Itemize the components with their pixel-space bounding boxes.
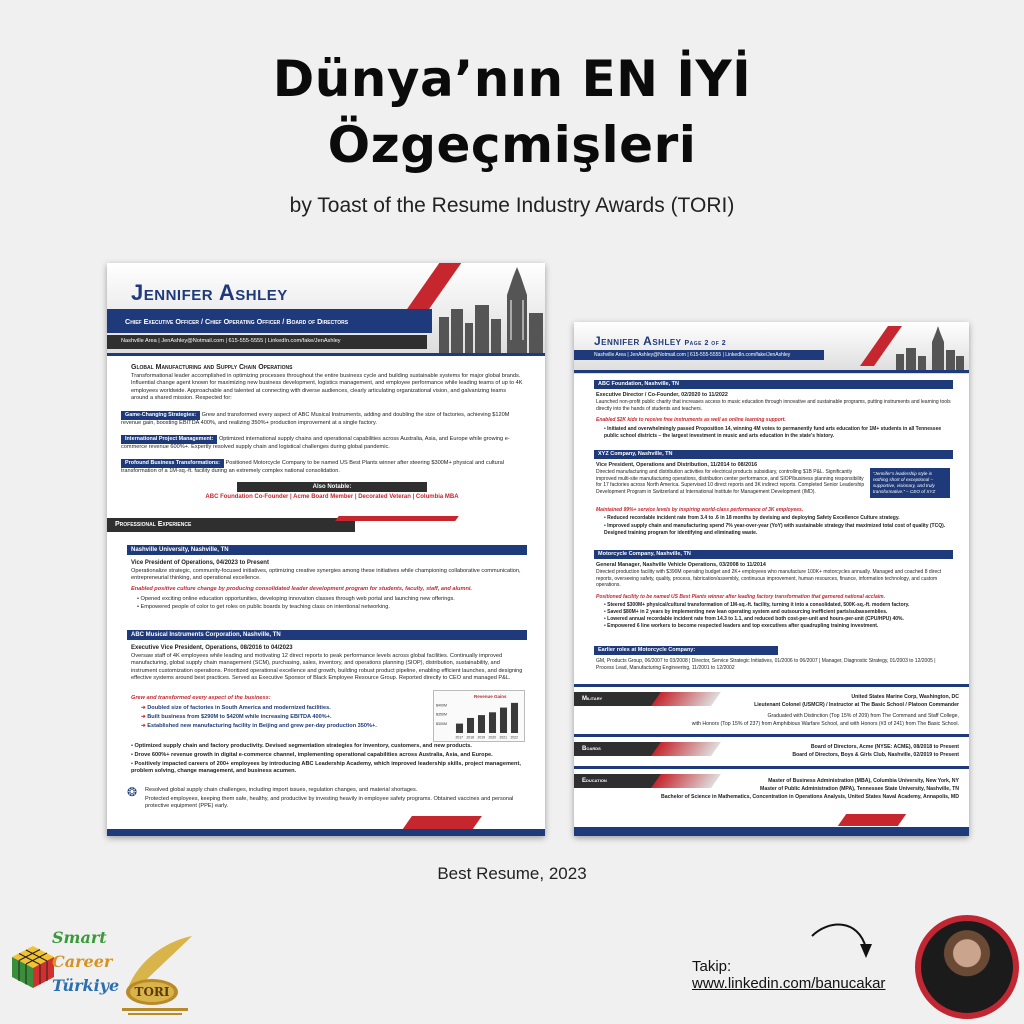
extra-item: Resolved global supply chain challenges, including import issues, regulation changes, and material shortages.	[145, 787, 418, 793]
resume-page-2	[574, 322, 969, 836]
candidate-name	[594, 334, 726, 350]
job-title: Vice President of Operations, 04/2023 to Present	[131, 560, 269, 566]
strength-text: Positioned Motorcycle Company to be named US Best Plants winner after steering $300M+ physical and cultural transformation of a 1M-sq.-ft. facility during an extremely complex national consolidation.	[121, 460, 504, 475]
military-line: with Honors (Top 15% of 237) from Amphibious Warfare School, and with Honors (#3 of 241) from The Basic School.	[691, 721, 959, 727]
chart-x-tick-label: 2021	[499, 735, 508, 740]
candidate-name-text: Jennifer Ashley	[594, 334, 682, 348]
footer-rule	[574, 827, 969, 836]
summary-text: Transformational leader accomplished in optimizing processes throughout the entire business cycle and building sustainable systems for major global brands. Influential change agent known for maximizing new business development, logistics management, and employee performance while leading teams of up to 4K employees worldwide. Approachable and talented at connecting with diverse audiences, clearly articulating organizational vision, and galvanizing teams around a shared mission. Respected for:	[131, 373, 523, 401]
job-bullet: • Drove 600%+ revenue growth in digital e-commerce channel, implementing operational capabilities across Australia, Asia, and Europe.	[131, 752, 493, 758]
job-description: Directed production facility with $390M operating budget and 2K+ employees who manufacture 100K+ motorcycles annually. Managed and coached 8 direct reports, overseeing safety, quality, process, fabrication/assembly, continuous improvement, human resources, finance, information technology, and custom operations.	[596, 569, 942, 588]
section-red-accent	[335, 516, 459, 521]
resume-page-1	[107, 263, 545, 836]
chart-bar	[489, 712, 496, 733]
city-skyline-image	[894, 326, 966, 372]
contact-text: Nashville Area | JenAshley@Notmail.com | 615-555-5555 | LinkedIn.com/fake/JenAshley	[594, 352, 791, 358]
footer-red-accent	[402, 816, 482, 830]
arrow-item-text: Built business from $290M to $420M while increasing EBITDA 400%+.	[147, 714, 332, 720]
job-bullet-text: Optimized supply chain and factory productivity. Devised segmentation strategies for inventory, customers, and new products.	[134, 743, 472, 749]
company-bar: ABC Foundation, Nashville, TN	[594, 380, 953, 389]
linkedin-link[interactable]: www.linkedin.com/banucakar	[692, 975, 886, 992]
arrow-item-text: Established new manufacturing facility in Beijing and grew per-day production 350%+.	[147, 723, 377, 729]
job-bullet-text: Positively impacted careers of 200+ employees by introducing ABC Leadership Academy, which improved leadership skills, project management, problem solving, change management, and business acumen.	[131, 761, 521, 775]
chart-bar	[478, 715, 485, 733]
section-rule	[574, 734, 969, 737]
revenue-chart	[433, 690, 525, 742]
chart-y-tick-label: $300M	[436, 722, 447, 727]
rubiks-cube-icon	[10, 944, 56, 990]
chart-x-tick-label: 2022	[510, 735, 519, 740]
chart-x-tick-label: 2019	[477, 735, 486, 740]
job-highlight: Positioned facility to be named US Best Plants winner after leading factory transformation that garnered national acclaim.	[596, 594, 885, 600]
chart-bar	[500, 708, 507, 733]
brand-word-smart: Smart	[52, 928, 107, 947]
summary-title: Global Manufacturing and Supply Chain Operations	[131, 364, 293, 371]
job-bullet: • Initiated and overwhelmingly passed Proposition 14, winning 4M votes to permanently fund arts education for 1M+ students in all Tennessee public school districts – the largest investment in music and arts education in the state’s history.	[604, 426, 942, 439]
education-line: Master of Public Administration (MPA), Tennessee State University, Nashville, TN	[760, 786, 959, 792]
job-bullet-text: Drove 600%+ revenue growth in digital e-commerce channel, implementing operational capabilities across Australia, Asia, and Europe.	[134, 752, 493, 758]
job-title: Executive Director / Co-Founder, 02/2020 to 11/2022	[596, 392, 728, 398]
job-description: Launched non-profit public charity that increases access to music education through innovative and sustainable programs, putting instruments and learning tools directly into the hands of students and teachers.	[596, 399, 951, 412]
strength-label: International Project Management:	[121, 435, 217, 444]
arrow-item: ➔ Doubled size of factories in South America and modernized facilities.	[141, 705, 331, 711]
job-highlight: Maintained 99%+ service levels by inspiring world-class performance of 3K employees.	[596, 507, 804, 513]
section-professional-experience: Professional Experience	[107, 518, 355, 532]
revenue-chart-svg	[434, 691, 524, 741]
job-bullet: • Optimized supply chain and factory productivity. Devised segmentation strategies for inventory, customers, and new products.	[131, 743, 472, 749]
footer-rule	[107, 829, 545, 836]
board-line: Board of Directors, Acme (NYSE: ACME), 08/2018 to Present	[810, 744, 959, 750]
strength-item	[121, 435, 523, 451]
header-rule	[574, 370, 969, 373]
company-bar: Nashville University, Nashville, TN	[127, 545, 527, 555]
extra-item: Protected employees, keeping them safe, healthy, and productive by investing heavily in employee safety programs. Obtained vaccines and personal protective equipment (PPE) early.	[145, 796, 514, 810]
military-line: United States Marine Corp, Washington, DC	[851, 694, 959, 700]
section-rule	[574, 684, 969, 687]
follow-label: Takip:	[692, 958, 732, 975]
job-bullet: • Reduced recordable incident rate from 3.4 to .6 in 18 months by devising and deploying Safety Excellence Culture strategy.	[604, 515, 900, 521]
page-title-line-2: Özgeçmişleri	[327, 116, 697, 174]
job-highlight: Grew and transformed every aspect of the business:	[131, 695, 271, 701]
tori-logo	[118, 932, 198, 1018]
roles-text: Chief Executive Officer / Chief Operating Officer / Board of Directors	[125, 317, 349, 326]
smart-career-turkiye-logo	[10, 926, 120, 1018]
job-bullet: • Positively impacted careers of 200+ employees by introducing ABC Leadership Academy, which improved leadership skills, project management, problem solving, change management, and business acumen.	[131, 761, 521, 775]
contact-text: Nashville Area | JenAshley@Notmail.com | 615-555-5555 | LinkedIn.com/fake/JenAshley	[121, 338, 341, 344]
strength-item	[121, 459, 523, 475]
job-bullet-text: Empowered people of color to get roles on public boards by teaching class on intentional networking.	[140, 604, 390, 610]
contact-bar	[107, 335, 427, 349]
job-bullet: • Opened exciting online education opportunities, developing innovation classes through web portal and launching new offerings.	[137, 596, 455, 602]
strength-label: Game-Changing Strategies:	[121, 411, 200, 420]
brand-wordmark	[52, 926, 119, 998]
chart-title: Revenue Gains	[474, 694, 507, 699]
company-bar: ABC Musical Instruments Corporation, Nashville, TN	[127, 630, 527, 640]
chart-x-tick-label: 2020	[488, 735, 497, 740]
testimonial-quote: “Jennifer’s leadership style is nothing short of exceptional – supportive, visionary, and truly transformative.” – CEO of XYZ	[870, 468, 950, 498]
job-bullet-text: Initiated and overwhelmingly passed Proposition 14, winning 4M votes to permanently fund arts education for 1M+ students in all Tennessee public school districts – the largest investment in music and arts education in the state’s history.	[604, 426, 942, 439]
job-bullet: • Lowered annual recordable incident rate from 14.3 to 1.1, and reduced both cost-per-unit and hours-per-unit (CPU/HPU) 40%.	[604, 616, 904, 622]
roles-bar	[107, 309, 432, 333]
page-subtitle: by Toast of the Resume Industry Awards (TORI)	[289, 194, 735, 217]
strength-text: Optimized international supply chains and operational capabilities across Australia, Asia, and Europe while growing e-commerce revenue 600%+. Expertly resolved supply chain and logistical challenges during global pandemic.	[121, 436, 510, 451]
job-description: GM, Products Group, 06/2007 to 03/2008 | Director, Service Strategic Initiatives, 01/2006 to 06/2007 | Manager, Diagnostic Strategy, 01/2003 to 12/2005 | Process Lead, Manufacturing Engineering, 11/2001 to 12/2002	[596, 658, 936, 671]
job-bullet-text: Opened exciting online education opportunities, developing innovation classes through web portal and launching new offerings.	[140, 596, 455, 602]
page-title-line-1: Dünya’nın EN İYİ	[272, 50, 752, 108]
globe-icon: ❂	[127, 785, 138, 799]
chart-bar	[511, 703, 518, 733]
job-title: General Manager, Nashville Vehicle Operations, 03/2008 to 11/2014	[596, 562, 766, 568]
board-line: Board of Directors, Boys & Girls Club, Nashville, 02/2019 to Present	[792, 752, 959, 758]
chart-x-tick-label: 2017	[455, 735, 464, 740]
military-line: Lieutenant Colonel (USMCR) / Instructor at The Basic School / Platoon Commander	[754, 702, 959, 708]
strength-label: Profound Business Transformations:	[121, 459, 224, 468]
job-bullet-text: Improved supply chain and manufacturing spend 7% year-over-year (YoY) with sustainable strategy that maximized total cost of quality (TCQ). Designed training program for identifying and eliminating waste.	[604, 523, 946, 536]
company-bar: XYZ Company, Nashville, TN	[594, 450, 953, 459]
job-bullet-text: Steered $300M+ physical/cultural transformation of 1M-sq.-ft. facility, turning it into a consolidated, 500K-sq.-ft. modern factory.	[607, 602, 910, 608]
tori-feather-icon	[118, 932, 198, 1018]
section-red-accent	[651, 774, 721, 788]
job-bullet: • Empowered people of color to get roles on public boards by teaching class on intentional networking.	[137, 604, 390, 610]
company-bar: Earlier roles at Motorcycle Company:	[594, 646, 778, 655]
award-caption: Best Resume, 2023	[437, 864, 587, 883]
job-highlight: Enabled positive culture change by producing consolidated leader development program for students, faculty, staff, and alumni.	[131, 586, 472, 592]
header-rule	[107, 353, 545, 356]
education-line: Master of Business Administration (MBA), Columbia University, New York, NY	[768, 778, 959, 784]
city-skyline-image	[437, 265, 545, 353]
job-description: Operationalize strategic, community-focused initiatives, optimizing creative synergies among these initiatives while championing collaborative communication, entrepreneurial thinking, and operational excellence.	[131, 568, 521, 582]
page-number: Page 2 of 2	[684, 340, 727, 347]
job-bullet: • Empowered 6 line workers to become respected leaders and top executives after quadrupling training investment.	[604, 623, 879, 629]
strength-text: Grew and transformed every aspect of ABC Musical Instruments, adding and doubling the size of factories, achieving $120M revenue gain, boosting EBITDA 400%, and realizing 350%+ production improvement at a single factory.	[121, 412, 510, 427]
section-military: Military	[574, 692, 672, 706]
military-line: Graduated with Distinction (Top 15% of 209) from The Command and Staff College,	[767, 713, 959, 719]
job-bullet-text: Saved $80M+ in 2 years by implementing new lean operating system and outsourcing inefficient parts/subassemblies.	[607, 609, 888, 615]
job-description: Oversaw staff of 4K employees while leading and motivating 12 direct reports to peak performance levels across global facilities. Continually improved manufacturing, global supply chain management (SCM), purchasing, sales, inventory, and operations planning (SIOP), distribution, sustainability, and instrument customization operations. Prioritized operational excellence and growth, building robust product pipeline, enabling efficient launches, and designing effective systems around best practices. Served as Executive Sponsor of Black Employee Resource Group. Reported directly to CEO and managed P&L.	[131, 653, 523, 681]
job-bullet: • Improved supply chain and manufacturing spend 7% year-over-year (YoY) with sustainable strategy that maximized total cost of quality (TCQ). Designed training program for identifying and eliminating waste.	[604, 523, 946, 536]
section-boards: Boards	[574, 742, 672, 756]
education-line: Bachelor of Science in Mathematics, Concentration in Operations Analysis, United States Naval Academy, Annapolis, MD	[661, 794, 959, 800]
chart-bar	[467, 718, 474, 733]
company-bar: Motorcycle Company, Nashville, TN	[594, 550, 953, 559]
candidate-name: Jennifer Ashley	[131, 280, 288, 305]
footer-red-accent	[838, 814, 906, 826]
brand-word-career: Career	[52, 952, 113, 971]
job-title: Vice President, Operations and Distribution, 11/2014 to 08/2016	[596, 462, 758, 468]
arrow-item-text: Doubled size of factories in South America and modernized facilities.	[147, 705, 331, 711]
section-red-accent	[651, 742, 721, 756]
chart-y-tick-label: $350M	[436, 712, 447, 717]
chart-y-tick-label: $400M	[436, 703, 447, 708]
chart-x-tick-label: 2018	[466, 735, 475, 740]
follow-block	[692, 958, 885, 992]
job-bullet: • Steered $300M+ physical/cultural transformation of 1M-sq.-ft. facility, turning it into a consolidated, 500K-sq.-ft. modern factory.	[604, 602, 910, 608]
job-description: Directed manufacturing and distribution activities for electrical products subsidiary, controlling $1B P&L. Significantly improved multi-site manufacturing operations, distribution center performance, and SIOP/business planning responsibility for 17 factories across North America. Supervised 10 direct reports and 3K indirect reports. Completed Senior Leadership Development Program in Switzerland at International Institute for Management Development (IMD).	[596, 469, 865, 495]
contact-bar	[574, 350, 824, 360]
strength-item	[121, 411, 523, 427]
section-rule	[574, 766, 969, 769]
chart-bar	[456, 724, 463, 733]
job-bullet-text: Lowered annual recordable incident rate from 14.3 to 1.1, and reduced both cost-per-unit and hours-per-unit (CPU/HPU) 40%.	[607, 616, 904, 622]
tori-logo-text: TORI	[134, 985, 170, 999]
profile-avatar	[915, 915, 1019, 1019]
also-notable-text: ABC Foundation Co-Founder | Acme Board Member | Decorated Veteran | Columbia MBA	[205, 494, 459, 500]
job-bullet-text: Reduced recordable incident rate from 3.4 to .6 in 18 months by devising and deploying Safety Excellence Culture strategy.	[607, 515, 900, 521]
brand-word-turkiye: Türkiye	[52, 976, 120, 995]
job-highlight: Enabled $2K kids to receive free instruments as well as online learning support.	[596, 417, 786, 423]
section-education: Education	[574, 774, 672, 788]
job-title: Executive Vice President, Operations, 08/2016 to 04/2023	[131, 645, 293, 651]
arrow-item: ➔ Established new manufacturing facility in Beijing and grew per-day production 350%+.	[141, 723, 377, 729]
job-bullet: • Saved $80M+ in 2 years by implementing new lean operating system and outsourcing inefficient parts/subassemblies.	[604, 609, 888, 615]
arrow-item: ➔ Built business from $290M to $420M while increasing EBITDA 400%+.	[141, 714, 332, 720]
also-notable-label: Also Notable:	[237, 482, 427, 492]
section-red-accent	[651, 692, 721, 706]
job-bullet-text: Empowered 6 line workers to become respected leaders and top executives after quadrupling training investment.	[607, 623, 879, 629]
